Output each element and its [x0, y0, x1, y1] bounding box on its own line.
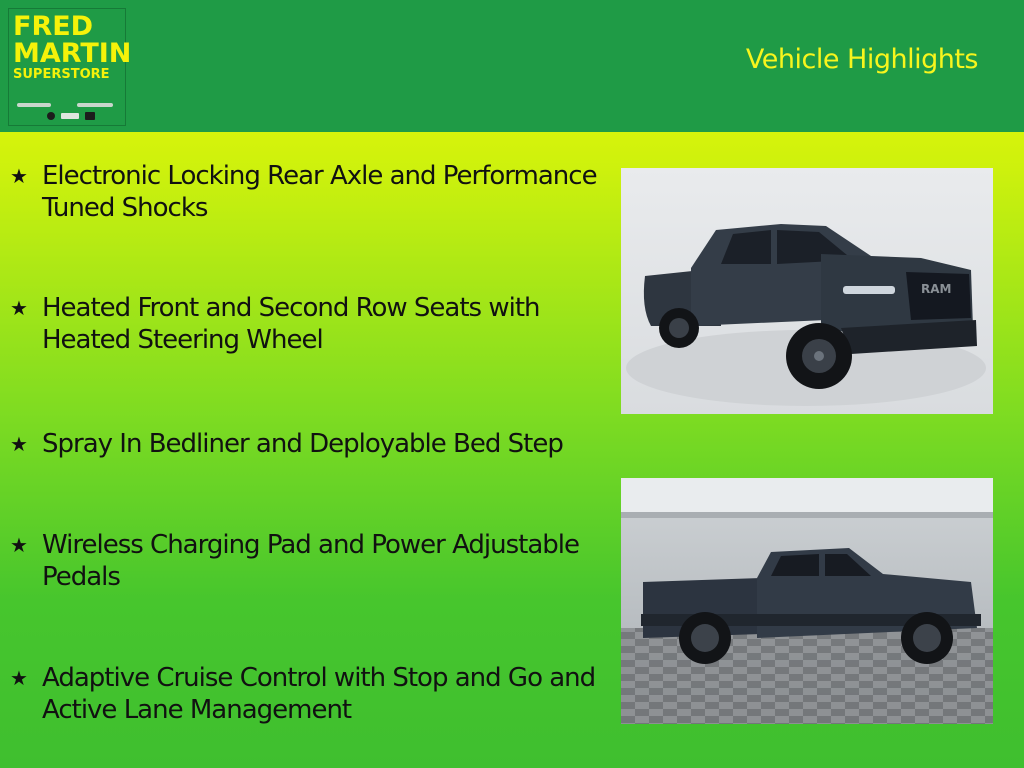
header-bar: [0, 0, 1024, 132]
brand-badges-icon: [15, 101, 119, 123]
star-icon: ★: [10, 533, 28, 557]
truck-photo-side[interactable]: [621, 478, 993, 724]
star-icon: ★: [10, 432, 28, 456]
truck-front-image: [621, 168, 993, 414]
feature-item: [10, 529, 600, 593]
feature-text: Spray In Bedliner and Deployable Bed Step: [42, 429, 563, 459]
feature-item: [10, 292, 600, 356]
feature-text: Electronic Locking Rear Axle and Performance Tuned Shocks: [42, 161, 597, 223]
page-title: Vehicle Highlights: [745, 44, 978, 75]
feature-text: Wireless Charging Pad and Power Adjustable Pedals: [42, 530, 580, 592]
feature-text: Adaptive Cruise Control with Stop and Go and Active Lane Management: [42, 663, 596, 725]
star-icon: ★: [10, 296, 28, 320]
feature-item: [10, 160, 600, 224]
star-icon: ★: [10, 666, 28, 690]
svg-text:RAM: RAM: [921, 282, 952, 296]
logo-line-fred: FRED: [13, 11, 94, 42]
logo-line-superstore: SUPERSTORE: [13, 67, 110, 82]
feature-item: [10, 662, 600, 726]
truck-side-image: [621, 478, 993, 724]
logo-wordmark: [13, 13, 131, 81]
truck-photo-front[interactable]: [621, 168, 993, 414]
star-icon: ★: [10, 164, 28, 188]
logo-line-martin: MARTIN: [13, 38, 132, 69]
feature-text: Heated Front and Second Row Seats with Heated Steering Wheel: [42, 293, 540, 355]
dealer-logo[interactable]: [8, 8, 132, 126]
feature-item: [10, 428, 600, 460]
